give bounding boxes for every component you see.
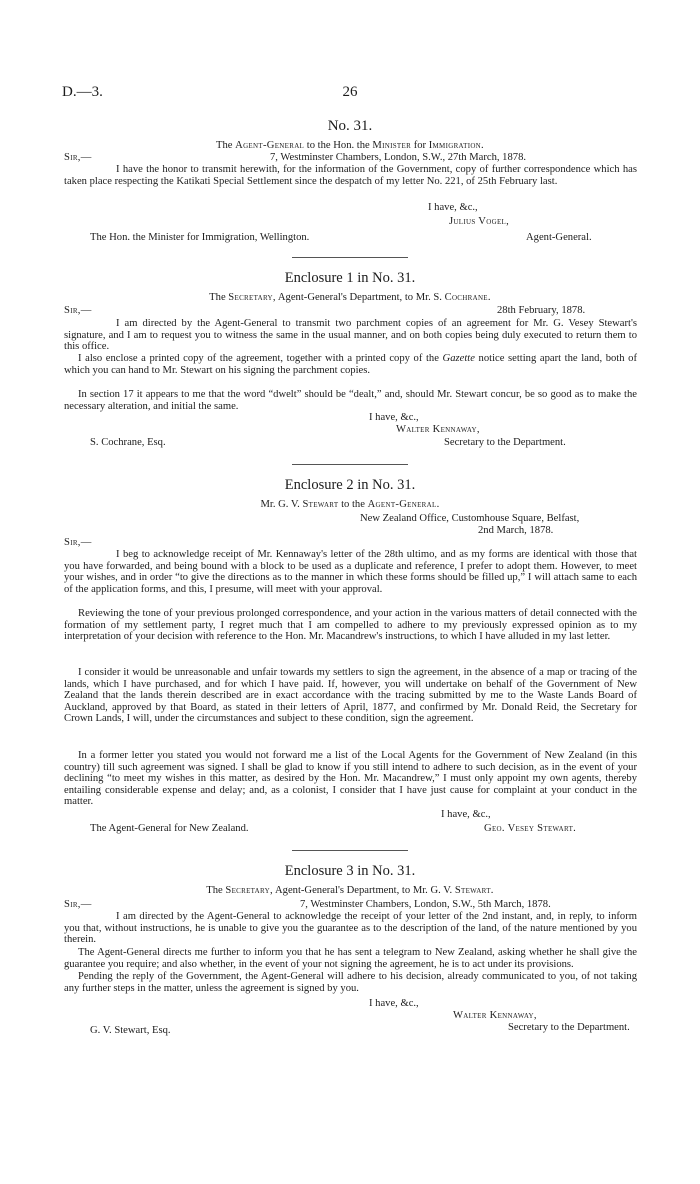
enclosure1-signature: Walter Kennaway,	[396, 424, 480, 435]
enclosure3-sig-title: Secretary to the Department.	[508, 1022, 630, 1033]
divider	[292, 850, 408, 851]
enclosure1-para1: I am directed by the Agent-General to transmit two parchment copies of an agreement for Mr. G. Vesey Stewart's signature, and I am to request you to witness the same in the usual manner, and on both copies being duly executed to return them to this office.	[64, 318, 637, 353]
letter-title: No. 31.	[327, 118, 373, 134]
salutation: Sir,—	[64, 537, 92, 548]
enclosure1-heading: The Secretary, Agent-General's Department, to Mr. S. Cochrane.	[209, 292, 491, 303]
enclosure2-signature: Geo. Vesey Stewart.	[484, 823, 577, 834]
enclosure2-para4: In a former letter you stated you would not forward me a list of the Local Agents for the Government of New Zealand (in this country) till such agreement was signed. I shall be glad to know if you still intend to adhere to such decision, as in the event of your declining “to meet my wishes in this matter, as desired by the Hon. Mr. Macandrew,” I must only appoint my own agents, thereby entailing considerable expense and delay; and, as a colonist, I consider that I have just cause for complaint at your conduct in the matter.	[64, 750, 637, 808]
letter-closing: I have, &c.,	[428, 202, 478, 213]
letter-sig-title: Agent-General.	[526, 232, 592, 243]
enclosure3-address: 7, Westminster Chambers, London, S.W., 5th March, 1878.	[300, 899, 551, 910]
enclosure1-date: 28th February, 1878.	[497, 305, 586, 316]
letter-body: I have the honor to transmit herewith, for the information of the Government, copy of further correspondence which has taken place respecting the Katikati Special Settlement since the despatch of my letter No. 221, of 25th February last.	[64, 164, 637, 187]
enclosure3-signature: Walter Kennaway,	[453, 1010, 537, 1021]
letter-signature: Julius Vogel,	[449, 216, 510, 227]
enclosure1-sig-title: Secretary to the Department.	[444, 437, 566, 448]
enclosure3-heading: The Secretary, Agent-General's Department, to Mr. G. V. Stewart.	[206, 885, 494, 896]
enclosure1-recipient: S. Cochrane, Esq.	[90, 437, 166, 448]
enclosure2-para3: I consider it would be unreasonable and unfair towards my settlers to sign the agreement, in the absence of a map or tracing of the lands, which I have purchased, and for which I have paid. If, however, you will undertake on behalf of the Government of New Zealand that the lands therein described are in exact accordance with the tracing submitted by me to the Waste Lands Board of Auckland, approved by that Board, as stated in their letters of April, 1877, and confirmed by Mr. Donald Reid, the Secretary for Crown Lands, I will, under the circumstances and subject to these condition, sign the agreement.	[64, 667, 637, 725]
salutation: Sir,—	[64, 152, 92, 163]
enclosure3-title: Enclosure 3 in No. 31.	[284, 863, 416, 879]
divider	[292, 257, 408, 258]
letter-heading: The Agent-General to the Hon. the Minister for Immigration.	[216, 140, 484, 151]
enclosure3-closing: I have, &c.,	[369, 998, 419, 1009]
letter-recipient: The Hon. the Minister for Immigration, Wellington.	[90, 232, 310, 243]
doc-reference: D.—3.	[62, 84, 103, 100]
enclosure3-para1: I am directed by the Agent-General to acknowledge the receipt of your letter of the 2nd instant, and, in reply, to inform you that, without instructions, he is unable to give you the guarantee as to the description of the land, of the nature mentioned by you therein.	[64, 911, 637, 946]
enclosure2-closing: I have, &c.,	[441, 809, 491, 820]
enclosure2-recipient: The Agent-General for New Zealand.	[90, 823, 249, 834]
salutation: Sir,—	[64, 305, 92, 316]
enclosure3-recipient: G. V. Stewart, Esq.	[90, 1025, 171, 1036]
enclosure2-date: 2nd March, 1878.	[478, 525, 554, 536]
enclosure3-para3: Pending the reply of the Government, the Agent-General will adhere to his decision, already communicated to you, of not taking any further steps in the matter, unless the agreement is signed by you.	[64, 971, 637, 994]
enclosure2-title: Enclosure 2 in No. 31.	[284, 477, 416, 493]
enclosure1-para2: I also enclose a printed copy of the agreement, together with a printed copy of the Gazette notice setting apart the land, both of which you can hand to Mr. Stewart on his signing the parchment copies.	[64, 353, 637, 376]
enclosure1-para3: In section 17 it appears to me that the word “dwelt” should be “dealt,” and, should Mr. Stewart concur, be so good as to make the necessary alteration, and initial the same.	[64, 389, 637, 412]
enclosure2-para1: I beg to acknowledge receipt of Mr. Kennaway's letter of the 28th ultimo, and as my forms are identical with those that you have forwarded, and being bound with a block to be used as a duplicate and reference, I prefer to adopt them. However, to meet your wishes, and in order “to give the directions as to the manner in which these forms should be filled up,” I will attach same to each of the application forms, and this, I presume, will meet with your approval.	[64, 549, 637, 595]
divider	[292, 464, 408, 465]
enclosure2-address: New Zealand Office, Customhouse Square, Belfast,	[360, 513, 580, 524]
page-number: 26	[342, 84, 358, 100]
salutation: Sir,—	[64, 899, 92, 910]
enclosure1-closing: I have, &c.,	[369, 412, 419, 423]
letter-address: 7, Westminster Chambers, London, S.W., 27th March, 1878.	[270, 152, 527, 163]
enclosure3-para2: The Agent-General directs me further to inform you that he has sent a telegram to New Zealand, asking whether he shall give the guarantee you require; and also whether, in the event of your not signing the agreement, he is to act under its provisions.	[64, 947, 637, 970]
enclosure1-title: Enclosure 1 in No. 31.	[284, 270, 416, 286]
enclosure2-para2: Reviewing the tone of your previous prolonged correspondence, and your action in the various matters of detail connected with the formation of my settlement party, I regret much that I am compelled to adhere to my previously expressed opinion as to my interpretation of your decision with reference to the Hon. Mr. Macandrew's instructions, to which I have alluded in my last letter.	[64, 608, 637, 643]
enclosure2-heading: Mr. G. V. Stewart to the Agent-General.	[260, 499, 440, 510]
